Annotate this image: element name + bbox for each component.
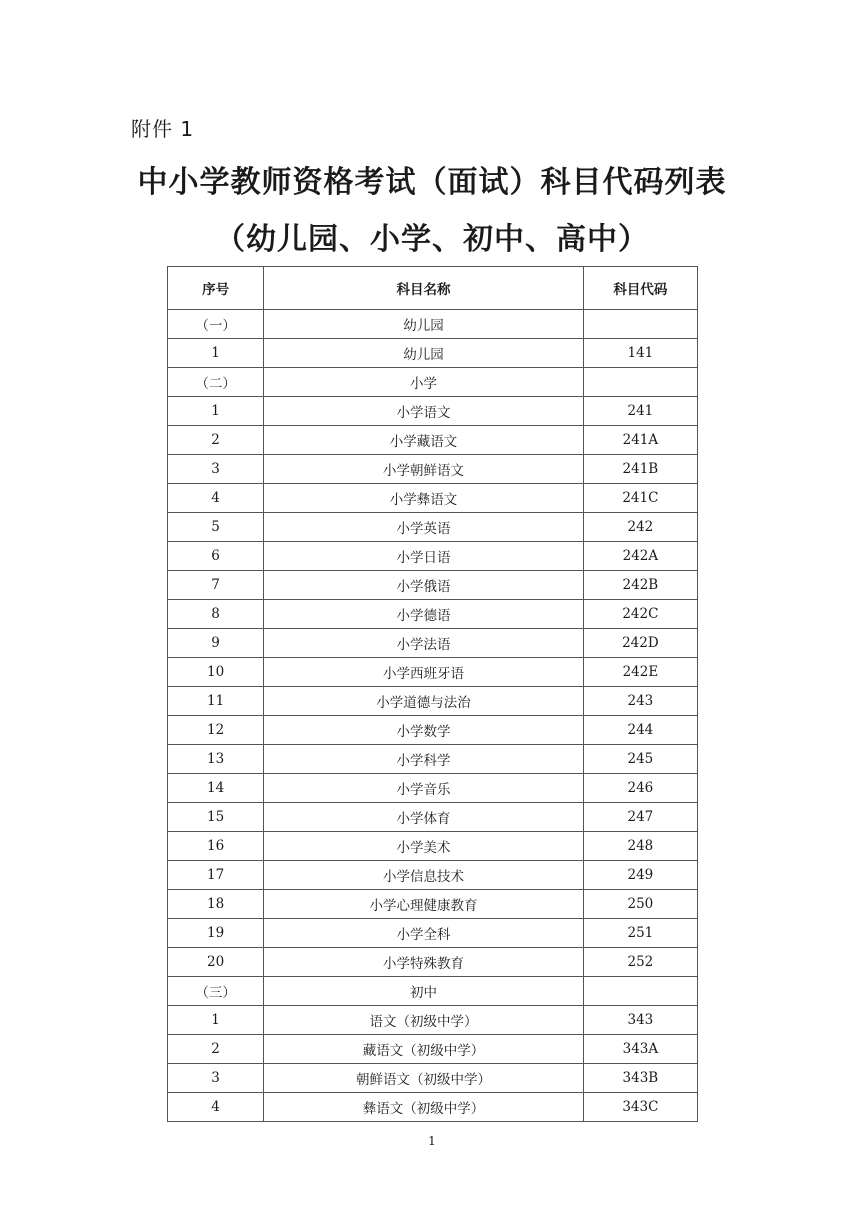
cell-subject-code: 242D (583, 629, 697, 658)
table-row (168, 542, 698, 571)
table-row (168, 890, 698, 919)
page-number: 1 (428, 1134, 436, 1148)
cell-subject-code: 247 (583, 803, 697, 832)
attachment-label: 附件 1 (131, 117, 195, 141)
cell-serial-number: 11 (168, 687, 264, 716)
cell-serial-number: 9 (168, 629, 264, 658)
cell-serial-number: 18 (168, 890, 264, 919)
cell-subject-code: 242E (583, 658, 697, 687)
cell-subject-code: 248 (583, 832, 697, 861)
table-row (168, 803, 698, 832)
cell-subject-code: 241A (583, 426, 697, 455)
cell-serial-number: 20 (168, 948, 264, 977)
cell-subject-name: 小学 (264, 368, 584, 397)
cell-subject-code: 242 (583, 513, 697, 542)
cell-subject-code: 241 (583, 397, 697, 426)
cell-subject-name: 小学数学 (264, 716, 584, 745)
cell-serial-number: 15 (168, 803, 264, 832)
cell-serial-number: 1 (168, 339, 264, 368)
cell-subject-name: 小学俄语 (264, 571, 584, 600)
cell-subject-name: 小学英语 (264, 513, 584, 542)
table-row (168, 977, 698, 1006)
table-row (168, 1093, 698, 1122)
cell-serial-number: 12 (168, 716, 264, 745)
cell-subject-code (583, 310, 697, 339)
cell-serial-number: 4 (168, 484, 264, 513)
cell-subject-code (583, 368, 697, 397)
cell-subject-name: 小学科学 (264, 745, 584, 774)
table-row (168, 397, 698, 426)
cell-serial-number: （三） (168, 977, 264, 1006)
header-serial-number: 序号 (168, 267, 264, 310)
header-subject-name: 科目名称 (264, 267, 584, 310)
table-header-row (168, 267, 698, 310)
cell-subject-code: 252 (583, 948, 697, 977)
cell-subject-code: 141 (583, 339, 697, 368)
table-row (168, 600, 698, 629)
table-row (168, 426, 698, 455)
table-row (168, 368, 698, 397)
cell-subject-name: 小学道德与法治 (264, 687, 584, 716)
cell-subject-code: 246 (583, 774, 697, 803)
table-row (168, 1006, 698, 1035)
table-row (168, 339, 698, 368)
cell-subject-name: 藏语文（初级中学） (264, 1035, 584, 1064)
page-subtitle: （幼儿园、小学、初中、高中） (215, 222, 649, 257)
cell-serial-number: 1 (168, 397, 264, 426)
cell-serial-number: 8 (168, 600, 264, 629)
cell-subject-code: 242B (583, 571, 697, 600)
cell-serial-number: 13 (168, 745, 264, 774)
table-row (168, 948, 698, 977)
cell-subject-name: 幼儿园 (264, 310, 584, 339)
table-row (168, 513, 698, 542)
cell-subject-code: 243 (583, 687, 697, 716)
cell-subject-code: 244 (583, 716, 697, 745)
cell-subject-code: 250 (583, 890, 697, 919)
table-row (168, 1035, 698, 1064)
cell-serial-number: 3 (168, 1064, 264, 1093)
cell-serial-number: 7 (168, 571, 264, 600)
table-row (168, 658, 698, 687)
cell-serial-number: 5 (168, 513, 264, 542)
cell-subject-name: 小学法语 (264, 629, 584, 658)
cell-subject-name: 小学西班牙语 (264, 658, 584, 687)
table-row (168, 832, 698, 861)
cell-subject-name: 小学心理健康教育 (264, 890, 584, 919)
cell-subject-code: 251 (583, 919, 697, 948)
cell-serial-number: 1 (168, 1006, 264, 1035)
cell-serial-number: 14 (168, 774, 264, 803)
cell-subject-name: 小学特殊教育 (264, 948, 584, 977)
cell-subject-name: 小学日语 (264, 542, 584, 571)
cell-subject-code: 249 (583, 861, 697, 890)
table-row (168, 774, 698, 803)
header-subject-code: 科目代码 (583, 267, 697, 310)
cell-subject-name: 小学德语 (264, 600, 584, 629)
cell-subject-name: 小学朝鲜语文 (264, 455, 584, 484)
cell-subject-code: 242A (583, 542, 697, 571)
cell-subject-name: 小学语文 (264, 397, 584, 426)
cell-serial-number: （一） (168, 310, 264, 339)
table-row (168, 745, 698, 774)
cell-serial-number: 6 (168, 542, 264, 571)
cell-serial-number: 4 (168, 1093, 264, 1122)
subject-code-table (167, 266, 698, 1122)
cell-serial-number: 2 (168, 426, 264, 455)
cell-subject-name: 小学音乐 (264, 774, 584, 803)
cell-subject-code: 343 (583, 1006, 697, 1035)
cell-serial-number: 2 (168, 1035, 264, 1064)
table-row (168, 484, 698, 513)
cell-subject-name: 朝鲜语文（初级中学） (264, 1064, 584, 1093)
cell-subject-name: 幼儿园 (264, 339, 584, 368)
table-row (168, 310, 698, 339)
cell-subject-code: 343C (583, 1093, 697, 1122)
cell-subject-name: 彝语文（初级中学） (264, 1093, 584, 1122)
cell-serial-number: 16 (168, 832, 264, 861)
cell-subject-code: 343B (583, 1064, 697, 1093)
table-row (168, 861, 698, 890)
table-row (168, 687, 698, 716)
cell-serial-number: 10 (168, 658, 264, 687)
cell-subject-name: 初中 (264, 977, 584, 1006)
table-row (168, 455, 698, 484)
cell-subject-code: 245 (583, 745, 697, 774)
cell-serial-number: （二） (168, 368, 264, 397)
cell-subject-name: 小学信息技术 (264, 861, 584, 890)
cell-serial-number: 19 (168, 919, 264, 948)
cell-subject-name: 小学美术 (264, 832, 584, 861)
cell-subject-name: 小学藏语文 (264, 426, 584, 455)
cell-subject-name: 语文（初级中学） (264, 1006, 584, 1035)
table-body (168, 310, 698, 1122)
table-row (168, 919, 698, 948)
cell-subject-code: 242C (583, 600, 697, 629)
table-row (168, 716, 698, 745)
table-row (168, 1064, 698, 1093)
cell-subject-code: 343A (583, 1035, 697, 1064)
cell-serial-number: 3 (168, 455, 264, 484)
cell-subject-name: 小学全科 (264, 919, 584, 948)
cell-subject-code: 241C (583, 484, 697, 513)
cell-subject-code (583, 977, 697, 1006)
cell-subject-name: 小学彝语文 (264, 484, 584, 513)
table-row (168, 629, 698, 658)
cell-serial-number: 17 (168, 861, 264, 890)
cell-subject-name: 小学体育 (264, 803, 584, 832)
page-title: 中小学教师资格考试（面试）科目代码列表 (137, 165, 727, 200)
cell-subject-code: 241B (583, 455, 697, 484)
table-row (168, 571, 698, 600)
